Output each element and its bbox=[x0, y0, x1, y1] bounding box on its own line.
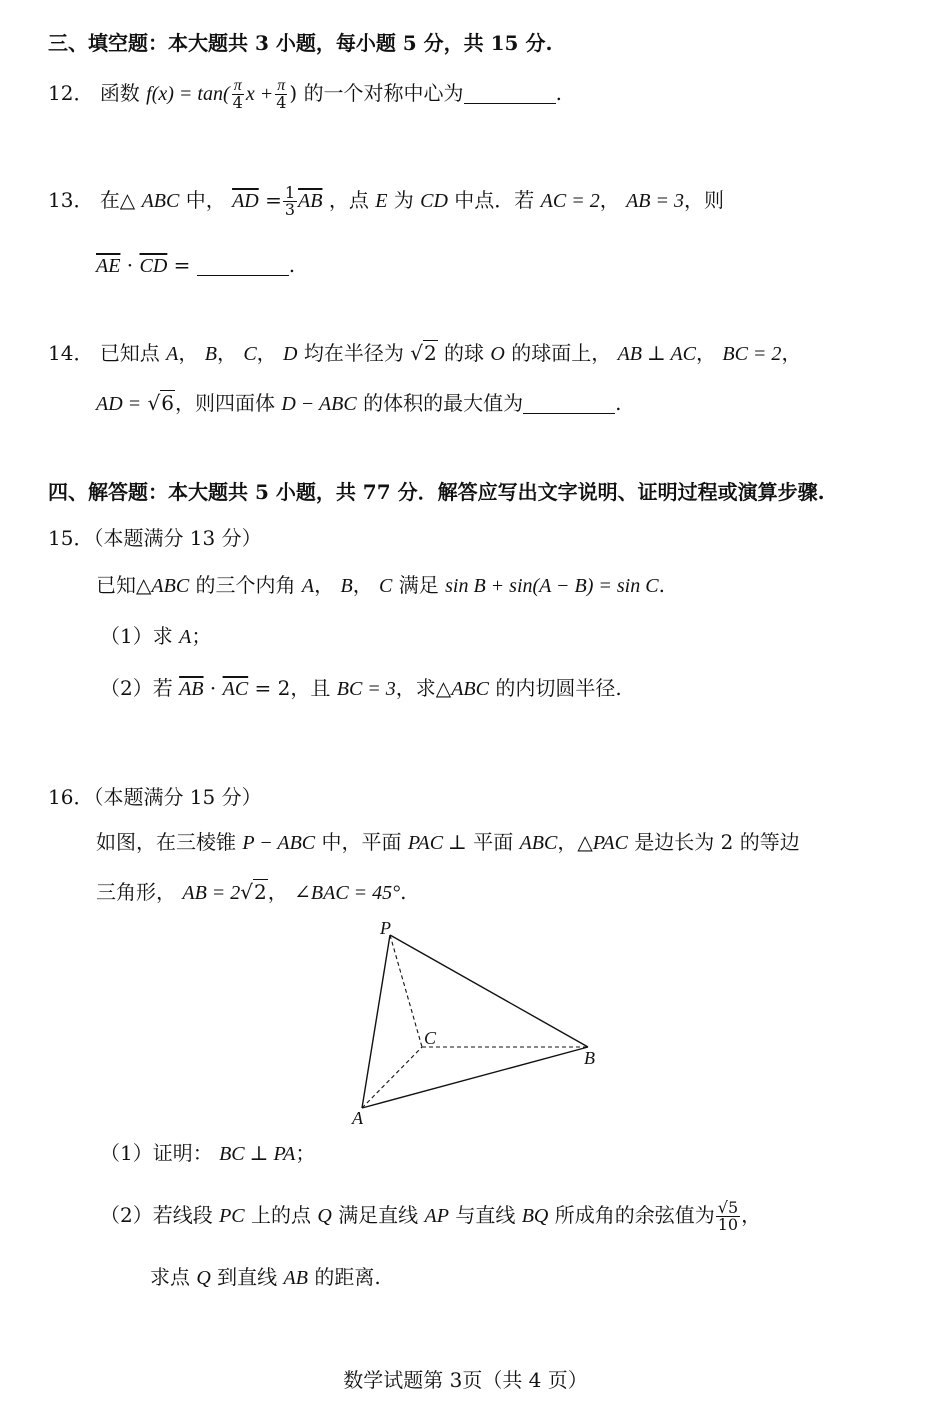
q13-vec-cd: $\overline{CD}$ bbox=[139, 255, 168, 277]
q16-l1-pac2: PAC bbox=[592, 832, 628, 854]
q14-sep1: ， bbox=[178, 341, 199, 365]
q14-a: A bbox=[166, 343, 179, 365]
q12-close: ) bbox=[289, 81, 298, 105]
q12-frac2: $\frac{\pi}{4}$ bbox=[276, 77, 287, 112]
q14-text2: 均在半径为 bbox=[303, 341, 404, 365]
edge-pc bbox=[390, 935, 422, 1047]
q16-p2-p3: 满足直线 bbox=[338, 1203, 419, 1227]
q16-l1-abc: ABC bbox=[519, 832, 558, 854]
q13-dot: · bbox=[126, 253, 134, 277]
q16-p1-label: （1）证明： bbox=[100, 1141, 213, 1165]
q12-number: 12． bbox=[48, 81, 94, 105]
q16-l1-p1: 如图，在三棱锥 bbox=[96, 830, 236, 854]
q16-l1-p2: 中，平面 bbox=[321, 830, 402, 854]
q14-number: 14． bbox=[48, 341, 94, 365]
q13-answer-blank[interactable] bbox=[197, 253, 289, 276]
q16-line1 bbox=[96, 827, 800, 858]
q15-s2: 的三个内角 bbox=[195, 573, 296, 597]
q13-vec-ab: $\overline{AB}$ bbox=[298, 190, 323, 212]
tetrahedron-figure bbox=[340, 918, 620, 1133]
q16-p1-stmt: BC ⊥ PA bbox=[219, 1143, 296, 1165]
q14-c: C bbox=[243, 343, 257, 365]
q16-p2-p4: 与直线 bbox=[455, 1203, 516, 1227]
q14-d: D bbox=[283, 343, 298, 365]
q14-sqrt2: √6 bbox=[147, 391, 174, 415]
question-14 bbox=[48, 338, 801, 369]
q15-p2-mid: ，且 bbox=[290, 676, 331, 700]
q13-ab-eq: AB = 3 bbox=[626, 190, 685, 212]
q16-line2 bbox=[96, 877, 407, 908]
q16-p2l2-ab: AB bbox=[283, 1267, 308, 1289]
q16-l2-ab: AB = 2 bbox=[182, 882, 241, 904]
q16-p2-p2: 上的点 bbox=[251, 1203, 312, 1227]
q13-eq2: = bbox=[173, 253, 191, 277]
q16-part1 bbox=[100, 1138, 315, 1169]
q15-sep2: ， bbox=[352, 573, 373, 597]
q16-l2-sep: ， bbox=[267, 880, 288, 904]
q15-part1 bbox=[100, 621, 211, 652]
q15-vec-ab: $\overline{AB}$ bbox=[179, 678, 204, 700]
q15-title: 15．（本题满分 13 分） bbox=[48, 526, 262, 550]
q13-frac: $\frac{1}{3}$ bbox=[284, 183, 296, 219]
q16-part2 bbox=[100, 1200, 761, 1233]
q14-text1: 已知点 bbox=[99, 341, 160, 365]
section4-heading: 四、解答题：本大题共 5 小题，共 77 分．解答应写出文字说明、证明过程或演算步骤. bbox=[48, 480, 825, 504]
q16-l1-p3: 平面 bbox=[473, 830, 514, 854]
q16-p2-end: ， bbox=[741, 1203, 762, 1227]
q16-l1-p4: ，△ bbox=[557, 830, 593, 854]
q13-cd: CD bbox=[420, 190, 448, 212]
q12-answer-blank[interactable] bbox=[464, 81, 556, 104]
q16-p2-ap: AP bbox=[424, 1205, 449, 1227]
q14-end1: ， bbox=[781, 341, 802, 365]
q15-p1-label: （1）求 bbox=[100, 624, 173, 648]
edge-ab bbox=[362, 1047, 588, 1108]
q13-text1: 在△ bbox=[99, 188, 136, 212]
vertex-label-c: C bbox=[424, 1028, 437, 1048]
q12-suffix: 的一个对称中心为 bbox=[303, 81, 464, 105]
q15-part2 bbox=[100, 673, 622, 704]
q15-p2-bc: BC = 3 bbox=[336, 678, 396, 700]
q13-ac-eq: AC = 2 bbox=[540, 190, 600, 212]
q16-l1-pabc: P − ABC bbox=[242, 832, 316, 854]
q14-b: B bbox=[204, 343, 217, 365]
q15-statement bbox=[96, 570, 665, 601]
q16-p1-end: ； bbox=[295, 1141, 316, 1165]
q13-text3: ，点 bbox=[328, 188, 369, 212]
question-14-line2 bbox=[96, 388, 621, 419]
q12-end: . bbox=[555, 81, 562, 105]
q13-e: E bbox=[375, 190, 388, 212]
q16-p2l2-p1: 求点 bbox=[150, 1265, 190, 1289]
q13-vec-ae: $\overline{AE}$ bbox=[96, 255, 121, 277]
q14-sep3: ， bbox=[256, 341, 277, 365]
q15-p2-end: 的内切圆半径. bbox=[495, 676, 622, 700]
section3-heading: 三、填空题：本大题共 3 小题，每小题 5 分，共 15 分. bbox=[48, 31, 553, 55]
q15-formula: sin B + sin(A − B) = sin C bbox=[445, 575, 659, 597]
q15-p1-end: ； bbox=[191, 624, 212, 648]
q14-answer-blank[interactable] bbox=[523, 391, 615, 414]
q16-p2-p5: 所成角的余弦值为 bbox=[554, 1203, 715, 1227]
vertex-label-b: B bbox=[584, 1048, 595, 1068]
q15-p2-abc: ABC bbox=[451, 678, 489, 700]
q15-s4: . bbox=[658, 573, 665, 597]
q13-number: 13． bbox=[48, 188, 94, 212]
q12-func: f(x) = tan( bbox=[146, 83, 230, 105]
q16-p2-p1: （2）若线段 bbox=[100, 1203, 213, 1227]
q13-vec-ad: $\overline{AD}$ bbox=[232, 190, 259, 212]
edge-pb bbox=[390, 935, 588, 1047]
q15-c: C bbox=[379, 575, 393, 597]
q16-p2l2-p3: 的距离. bbox=[314, 1265, 381, 1289]
q15-vec-ac: $\overline{AC}$ bbox=[222, 678, 249, 700]
page-footer: 数学试题第 3页（共 4 页） bbox=[343, 1368, 588, 1392]
q16-p2-bq: BQ bbox=[521, 1205, 549, 1227]
q15-s1: 已知△ bbox=[96, 573, 152, 597]
q13-text2: 中， bbox=[185, 188, 226, 212]
q16-p2l2-p2: 到直线 bbox=[217, 1265, 278, 1289]
q16-p2-q: Q bbox=[317, 1205, 332, 1227]
q15-p1-var: A bbox=[179, 626, 192, 648]
q15-sep1: ， bbox=[314, 573, 335, 597]
q14-o: O bbox=[490, 343, 505, 365]
q15-b: B bbox=[340, 575, 353, 597]
q12-prefix: 函数 bbox=[99, 81, 140, 105]
q14-ad: AD = bbox=[96, 393, 142, 415]
q14-text4: 的球面上， bbox=[511, 341, 612, 365]
q14-perp: AB ⊥ AC bbox=[617, 343, 697, 365]
q13-eq: = bbox=[265, 188, 282, 212]
q15-p2-label: （2）若 bbox=[100, 676, 173, 700]
q16-p2l2-q: Q bbox=[196, 1267, 211, 1289]
q13-text5: 中点．若 bbox=[454, 188, 535, 212]
q16-l2-p1: 三角形， bbox=[96, 880, 176, 904]
q16-p2-frac: $\frac{√5}{10}$ bbox=[717, 1198, 739, 1234]
q13-text6: ，则 bbox=[684, 188, 725, 212]
q16-l2-sqrt: √2 bbox=[240, 880, 267, 904]
q16-l2-angle: ∠BAC = 45° bbox=[294, 882, 401, 904]
q13-end: . bbox=[288, 253, 296, 277]
q16-p2-pc: PC bbox=[219, 1205, 245, 1227]
q14-end: . bbox=[615, 391, 622, 415]
question-12 bbox=[48, 78, 562, 111]
q16-l2-end: . bbox=[400, 880, 407, 904]
q15-p2-dot: · bbox=[209, 676, 217, 700]
q14-sqrt: √2 bbox=[410, 341, 437, 365]
q13-text4: 为 bbox=[393, 188, 414, 212]
q15-s3: 满足 bbox=[398, 573, 439, 597]
question-13-line2 bbox=[96, 250, 295, 281]
q14-bc: BC = 2 bbox=[722, 343, 782, 365]
q14-text3: 的球 bbox=[444, 341, 485, 365]
q16-l1-p5: 是边长为 2 的等边 bbox=[634, 830, 800, 854]
q14-sep4: ， bbox=[696, 341, 717, 365]
q16-part2-line2 bbox=[150, 1262, 381, 1293]
question-13 bbox=[48, 185, 724, 218]
q13-abc: ABC bbox=[141, 190, 180, 212]
q15-p2-eq: = 2 bbox=[254, 676, 291, 700]
q14-dabc: D − ABC bbox=[281, 393, 357, 415]
q16-l1-pac: PAC ⊥ bbox=[407, 832, 467, 854]
q16-title: 16．（本题满分 15 分） bbox=[48, 785, 262, 809]
q12-mid: x + bbox=[245, 83, 274, 105]
q15-a: A bbox=[301, 575, 315, 597]
q15-p2-p: ，求△ bbox=[395, 676, 452, 700]
q14-sep2: ， bbox=[216, 341, 237, 365]
q14-l2-text1: ，则四面体 bbox=[175, 391, 275, 415]
vertex-label-a: A bbox=[352, 1108, 363, 1128]
vertex-label-p: P bbox=[380, 918, 391, 938]
q12-frac1: $\frac{\pi}{4}$ bbox=[232, 77, 243, 112]
q13-comma: ， bbox=[599, 188, 620, 212]
edge-pa bbox=[362, 935, 390, 1108]
q15-abc: ABC bbox=[151, 575, 190, 597]
q14-l2-text2: 的体积的最大值为 bbox=[363, 391, 524, 415]
